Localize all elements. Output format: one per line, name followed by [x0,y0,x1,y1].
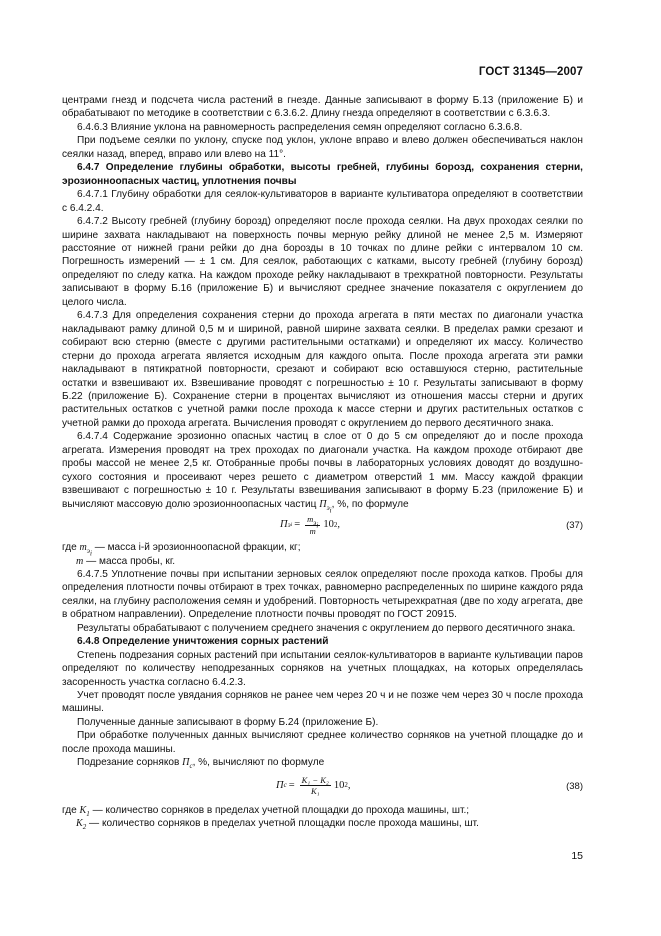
symbol: $K_1$ [79,804,90,818]
page-number: 15 [571,850,583,862]
paragraph [62,430,583,514]
section-heading: 6.4.8 Определение уничтожения сорных растений [77,636,329,648]
factor: 10 [333,779,345,791]
formula-body: П э i = $\frac{m_{э_i}}{m}$ 10 2 , [280,514,340,537]
denominator: K₁ [310,785,320,796]
formula-body: П с = $\frac{\text{K₁ − K₂}}{\text{K₁}}$ 10 2 , [276,774,351,796]
symbol: $П_с$ [182,757,193,771]
paragraph-text: 6.4.7.4 Содержание эрозионно опасных частиц в слое от 0 до 5 см определяют до и после прохода агрегата. Измерения проводят на трех проходах по диагонали участка. На каждом проходе отбирают две пробы массой не менее 2,5 кг. Отобранные пробы почвы в лабораторных условиях доводят до воздушно-сухого состояния и просеивают через решето с диаметром отверстий 1 мм. Массу каждой фракции взвешивают с погрешностью ± 10 г. Результаты взвешивания записывают в форму Б.23 (приложение Б) и вычисляют массовую долю эрозионноопасных частиц [62,431,583,510]
paragraph: 6.4.7.1 Глубину обработки для сеялок-культиваторов в варианте культиватора определяют в соответствии с 6.4.2.4. [62,189,583,214]
paragraph-text: , %, вычисляют по формуле [192,757,325,769]
formula-number: (38) [566,780,583,792]
fraction [300,775,331,796]
paragraph: При подъеме сеялки по уклону, спуске под уклон, уклоне вправо и влево должен обеспечиваться наклон сеялки назад, вперед, вправо или влево на 11°. [62,135,583,160]
formula-lhs: П [276,779,284,791]
standard-header: ГОСТ 31345—2007 [478,66,583,78]
where-clause [62,555,583,568]
factor: 10 [323,519,334,531]
formula-number: (37) [566,520,583,532]
formula-38 [62,770,583,804]
paragraph: 6.4.7.5 Уплотнение почвы при испытании зерновых сеялок определяют после прохода катков. Пробы для определения плотности почвы отбирают в трех точках, равномерно распределенных по ширине каждого ряда сеялки, на глубину расположения семян и удобрений. Повторность четырехкратная (две по ходу агрегата, две в обратном направлении). Определение плотности почвы проводят по ГОСТ 20915. [62,568,583,621]
where-text: — количество сорняков в пределах учетной площадки после прохода машины, шт. [89,818,479,830]
numerator: m [307,514,314,525]
paragraph: Результаты обрабатывают с получением среднего значения с округлением до первого десятичного знака. [77,622,576,634]
paragraph: 6.4.6.3 Влияние уклона на равномерность распределения семян определяют согласно 6.3.6.8. [77,121,523,133]
paragraph-text: Подрезание сорняков [77,757,180,769]
document-body [62,94,583,831]
symbol: $П_{э_i}$ [319,498,332,514]
where-clause [62,804,583,817]
symbol: m [76,555,84,567]
where-lead: где [62,542,77,554]
paragraph: При обработке полученных данных вычисляют среднее количество сорняков на учетной площадке до и после прохода машины. [62,730,583,755]
paragraph: Степень подрезания сорных растений при испытании сеялок-культиваторов в варианте культивации паров определяют по количеству неподрезанных сорняков на учетных площадках, на которых определялась засоренность участка согласно 6.4.2.3. [62,649,583,688]
where-text: — масса пробы, кг. [86,555,176,567]
where-clause [62,817,583,830]
where-text: — масса i-й эрозионноопасной фракции, кг; [94,542,301,554]
symbol: $K_2$ [76,818,87,832]
paragraph: 6.4.7.3 Для определения сохранения стерни до прохода агрегата в пяти местах по диагонали участка накладывают рамку длиной 0,5 м и шириной, равной ширине захвата сеялки. В пределах рамки срезают и собирают всю стерню (вместе с другими растительными остатками) и определяют их массу. Количество стерни до прохода агрегата является исходным для каждого опыта. После прохода агрегата эти рамки накладывают в пятикратной повторности, срезают и собирают всю оставшуюся стерню, растительные остатки и взвешивают их. Взвешивание проводят с погрешностью ± 10 г. Результаты записывают в форму Б.22 (приложение Б). Сохранение стерни в процентах вычисляют из отношения массы стерни и других растительных остатков с учетной рамки после прохода к массе стерни и других растительных остатков с учетной рамки до прохода агрегата. Вычисления проводят с округлением до первого десятичного знака. [62,310,583,429]
symbol: $m_{э_i}$ [79,542,92,558]
where-clause [62,541,583,558]
paragraph: центрами гнезд и подсчета числа растений в гнезде. Данные записывают в форму Б.13 (приложение Б) и обрабатывают по методике в соответствии с 6.3.6.2. Длину гнезда определяют в соответствии с 6.3.6.3. [62,95,583,120]
where-text: — количество сорняков в пределах учетной площадки до прохода машины, шт.; [92,804,470,816]
formula-37 [62,511,583,541]
section-heading: 6.4.7 Определение глубины обработки, высоты гребней, глубины борозд, сохранения стерни, эрозионноопасных частиц, уплотнения почвы [62,162,583,187]
paragraph [62,756,583,769]
numerator: K₁ − K₂ [301,774,329,785]
paragraph-text: , %, по формуле [331,498,409,510]
fraction: $\frac{m_{э_i}}{m}$ [307,514,319,537]
paragraph: Учет проводят после увядания сорняков не ранее чем через 20 ч и не позже чем через 30 ч после прохода машины. [62,690,583,715]
where-lead: где [62,804,77,816]
paragraph: Полученные данные записывают в форму Б.24 (приложение Б). [77,716,379,728]
denominator: m [309,526,316,537]
paragraph: 6.4.7.2 Высоту гребней (глубину борозд) определяют после прохода сеялки. На двух проходах сеялки по ширине захвата накладывают на поверхность почвы мерную рейку длиной не менее 2,5 м. Измеряют расстояние от нижней грани рейки до дна борозды в 10 точках по длине рейки с интервалом 10 см. Погрешность измерений — ± 1 см. Для сеялок, работающих с катками, высоту гребней (глубину борозд) определяют по следу катка. На каждом проходе рейку накладывают в трехкратной повторности. Результаты записывают в форму Б.16 (приложение Б) и вычисляют среднее значение показателя с округлением до целого числа. [62,216,583,308]
formula-lhs: П [280,519,288,531]
